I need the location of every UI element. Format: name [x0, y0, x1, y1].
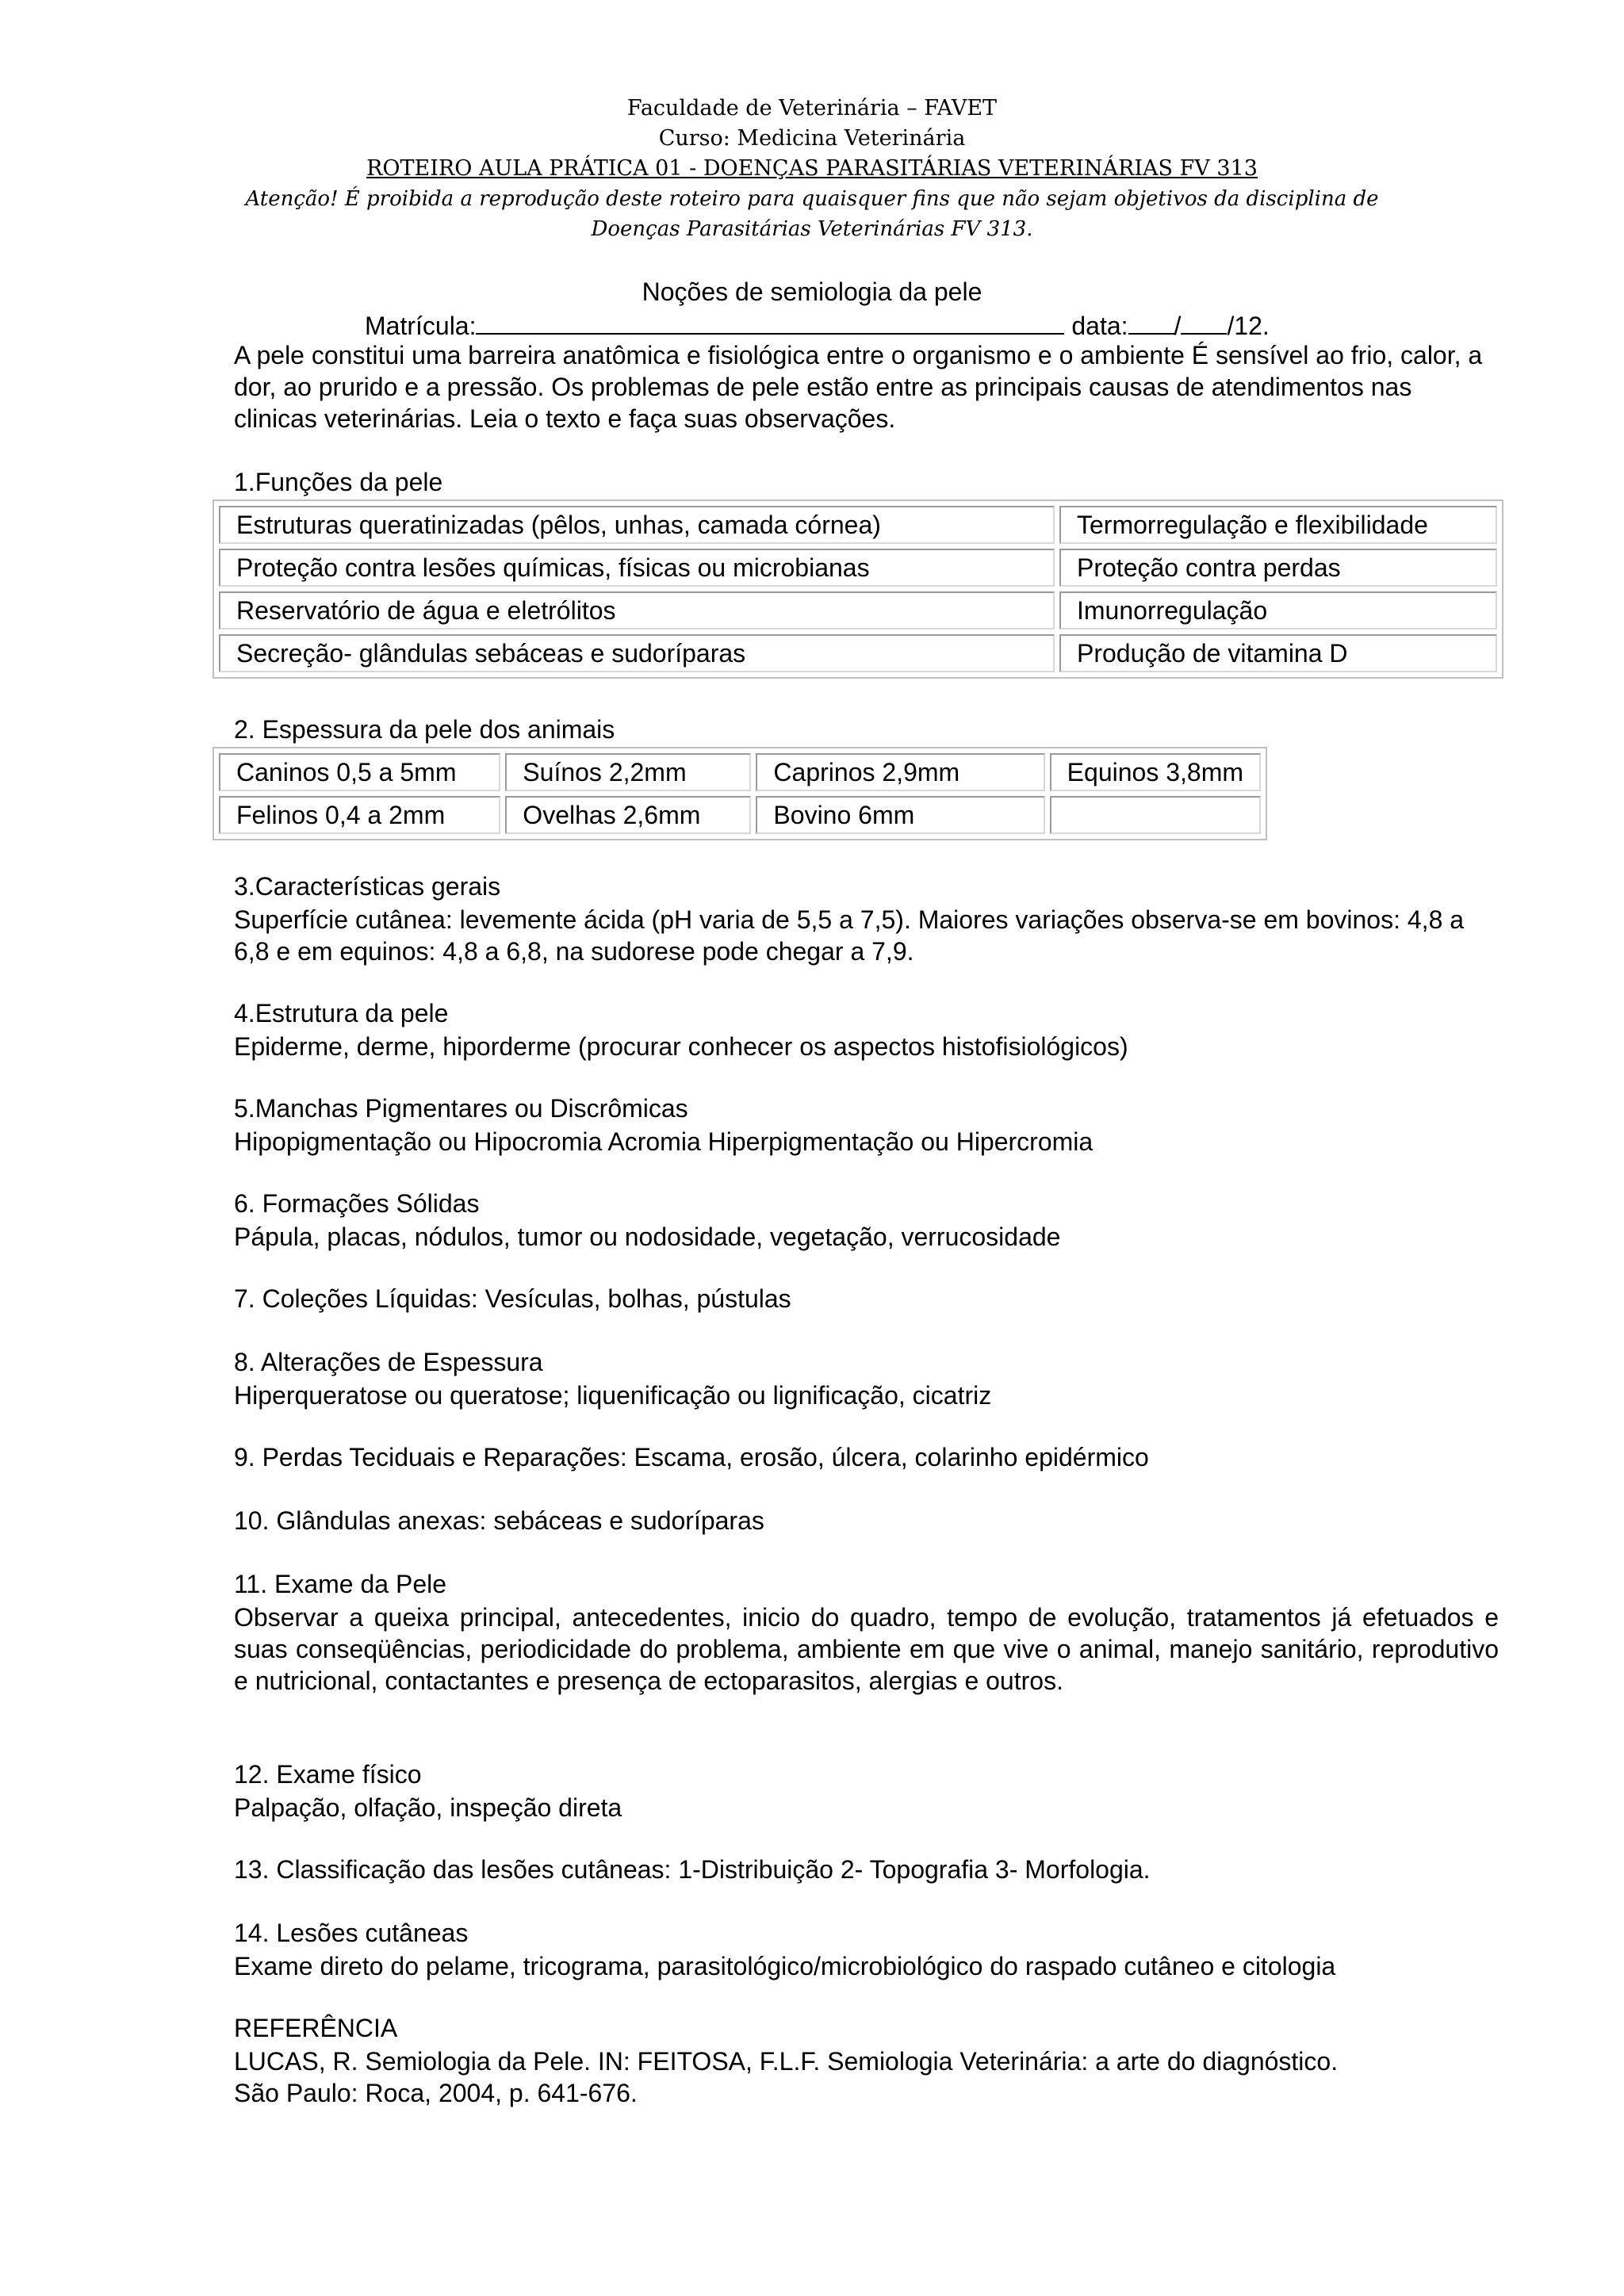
- table-row: [219, 591, 1497, 629]
- copyright-notice: Atenção! É proibida a reprodução deste roteiro para quaisquer fins que não sejam objetivos da disciplina de: [245, 187, 1379, 211]
- table-row: [219, 753, 1261, 791]
- table-row: [219, 506, 1497, 544]
- registration-line: [365, 309, 1270, 341]
- table-row: [219, 634, 1497, 672]
- copyright-notice-cont: Doenças Parasitárias Veterinárias FV 313.: [591, 217, 1033, 241]
- table-cell: Termorregulação e flexibilidade: [1059, 506, 1497, 544]
- table-cell: [1050, 796, 1261, 834]
- table-cell: Estruturas queratinizadas (pêlos, unhas, camada córnea): [219, 506, 1055, 544]
- table-cell: Secreção- glândulas sebáceas e sudoríparas: [219, 634, 1055, 672]
- section-heading-thickness: 2. Espessura da pele dos animais: [234, 715, 615, 744]
- table-row: [219, 796, 1261, 834]
- section-heading-thickness-changes: 8. Alterações de Espessura: [234, 1348, 543, 1376]
- section-heading-lesions: 14. Lesões cutâneas: [234, 1919, 469, 1947]
- section-heading-solid: 6. Formações Sólidas: [234, 1189, 480, 1218]
- section-body-solid: Pápula, placas, nódulos, tumor ou nodosidade, vegetação, verrucosidade: [234, 1223, 1061, 1251]
- course-name: Curso: Medicina Veterinária: [658, 126, 966, 151]
- section-body-skin-exam: Observar a queixa principal, antecedentes, inicio do quadro, tempo de evolução, tratamentos já efetuados e suas conseqüências, periodicidade do problema, ambiente em que vive o animal, manejo sanitário, reprodutivo e nutricional, contactantes e presença de ectoparasitos, alergias e outros.: [234, 1603, 1499, 1695]
- reference-line-1: LUCAS, R. Semiologia da Pele. IN: FEITOSA, F.L.F. Semiologia Veterinária: a arte do diagnóstico.: [234, 2047, 1339, 2076]
- table-cell: Produção de vitamina D: [1059, 634, 1497, 672]
- section-heading-skin-exam: 11. Exame da Pele: [234, 1570, 447, 1598]
- section-heading-characteristics: 3.Características gerais: [234, 872, 501, 901]
- table-cell: Bovino 6mm: [756, 796, 1044, 834]
- table-row: [219, 549, 1497, 587]
- section-body-characteristics: Superfície cutânea: levemente ácida (pH varia de 5,5 a 7,5). Maiores variações observa-se em bovinos: 4,8 a 6,8 e em equinos: 4,8 a 6,8, na sudorese pode chegar a 7,9.: [234, 905, 1465, 966]
- section-heading-physical-exam: 12. Exame físico: [234, 1760, 422, 1789]
- document-header: [0, 94, 1624, 244]
- date-day-blank: [1128, 309, 1174, 335]
- faculty-name: Faculdade de Veterinária – FAVET: [626, 96, 998, 121]
- section-heading-pigment: 5.Manchas Pigmentares ou Discrômicas: [234, 1094, 688, 1123]
- table-cell: Ovelhas 2,6mm: [505, 796, 751, 834]
- table-cell: Caprinos 2,9mm: [756, 753, 1044, 791]
- section-heading-losses: 9. Perdas Teciduais e Reparações: Escama, erosão, úlcera, colarinho epidérmico: [234, 1443, 1149, 1471]
- page-title: Noções de semiologia da pele: [642, 277, 982, 306]
- date-label: data:: [1071, 312, 1128, 340]
- section-body-pigment: Hipopigmentação ou Hipocromia Acromia Hiperpigmentação ou Hipercromia: [234, 1127, 1094, 1156]
- table-cell: Caninos 0,5 a 5mm: [219, 753, 500, 791]
- thickness-table: [213, 747, 1267, 840]
- table-cell: Suínos 2,2mm: [505, 753, 751, 791]
- table-cell: Equinos 3,8mm: [1050, 753, 1261, 791]
- section-body-physical-exam: Palpação, olfação, inspeção direta: [234, 1793, 622, 1822]
- table-cell: Reservatório de água e eletrólitos: [219, 591, 1055, 629]
- section-body-lesions: Exame direto do pelame, tricograma, parasitológico/microbiológico do raspado cutâneo e citologia: [234, 1952, 1336, 1980]
- section-heading-structure: 4.Estrutura da pele: [234, 999, 449, 1027]
- section-heading-liquid: 7. Coleções Líquidas: Vesículas, bolhas, pústulas: [234, 1284, 791, 1313]
- reference-heading: REFERÊNCIA: [234, 2014, 398, 2042]
- section-heading-functions: 1.Funções da pele: [234, 468, 443, 496]
- table-cell: Imunorregulação: [1059, 591, 1497, 629]
- registration-blank: [476, 309, 1064, 335]
- functions-table: [213, 499, 1503, 679]
- section-heading-glands: 10. Glândulas anexas: sebáceas e sudoríparas: [234, 1506, 764, 1535]
- section-heading-classification: 13. Classificação das lesões cutâneas: 1-Distribuição 2- Topografia 3- Morfologia.: [234, 1855, 1151, 1884]
- registration-label: Matrícula:: [365, 312, 477, 340]
- section-body-thickness-changes: Hiperqueratose ou queratose; liquenificação ou lignificação, cicatriz: [234, 1381, 992, 1410]
- table-cell: Felinos 0,4 a 2mm: [219, 796, 500, 834]
- intro-paragraph: A pele constitui uma barreira anatômica e fisiológica entre o organismo e o ambiente É sensível ao frio, calor, a dor, ao prurido e a pressão. Os problemas de pele estão entre as principais causas de atendimentos nas clinicas veterinárias. Leia o texto e faça suas observações.: [234, 341, 1483, 433]
- table-cell: Proteção contra perdas: [1059, 549, 1497, 587]
- reference-line-2: São Paulo: Roca, 2004, p. 641-676.: [234, 2079, 638, 2107]
- class-guide-title: ROTEIRO AULA PRÁTICA 01 - DOENÇAS PARASITÁRIAS VETERINÁRIAS FV 313: [366, 156, 1258, 181]
- date-month-blank: [1181, 309, 1227, 335]
- table-cell: Proteção contra lesões químicas, físicas ou microbianas: [219, 549, 1055, 587]
- section-body-structure: Epiderme, derme, hiporderme (procurar conhecer os aspectos histofisiológicos): [234, 1032, 1128, 1061]
- date-separator: /: [1174, 312, 1182, 340]
- date-year: /12.: [1227, 312, 1270, 340]
